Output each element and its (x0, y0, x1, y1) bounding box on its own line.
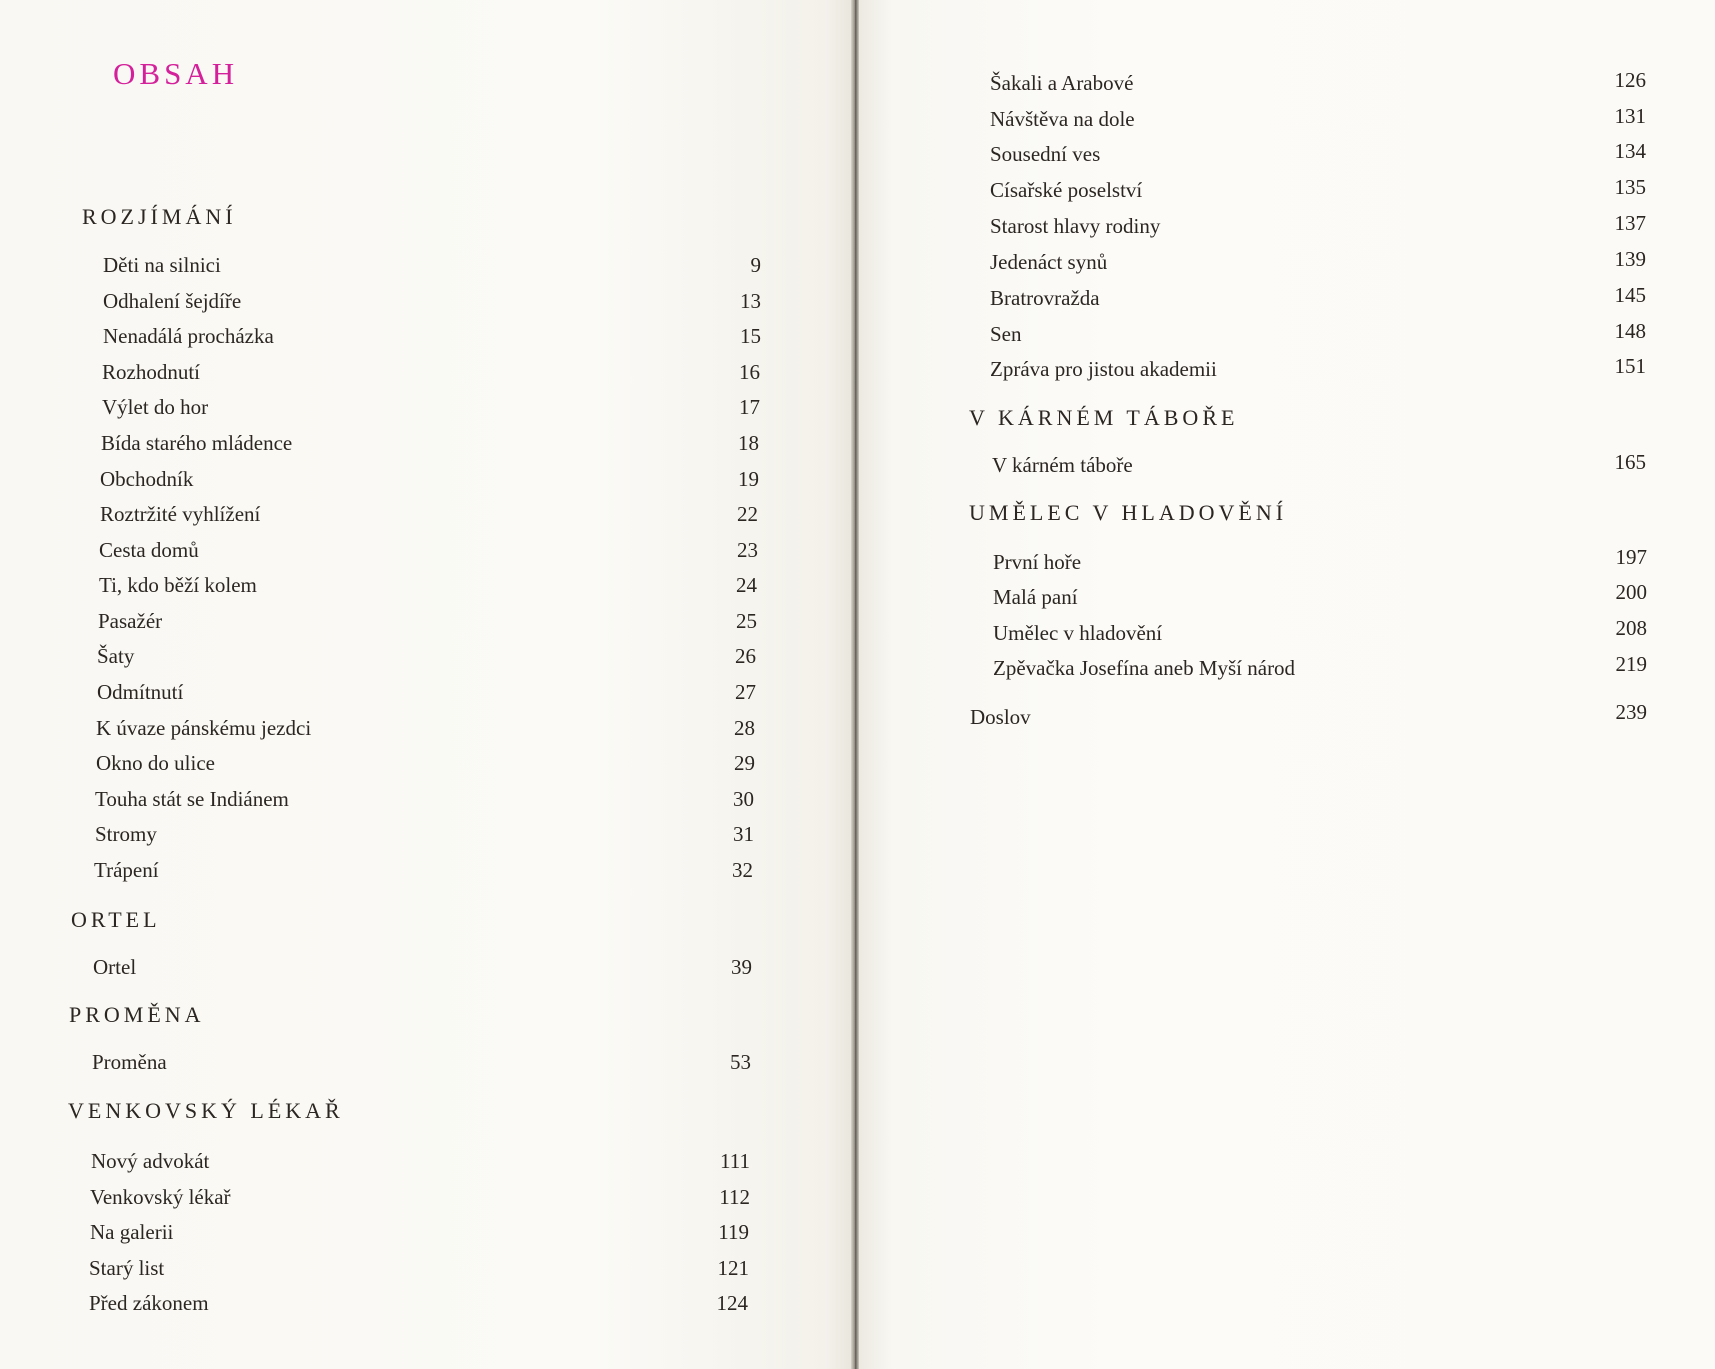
toc-page-number: 16 (739, 360, 760, 384)
toc-page-number: 135 (1614, 175, 1646, 199)
section-heading-rozjimani: ROZJÍMÁNÍ (82, 204, 237, 229)
toc-entry: Umělec v hladovění (993, 621, 1163, 645)
toc-page-number: 134 (1614, 139, 1646, 163)
toc-page-number: 219 (1615, 652, 1647, 676)
toc-entry: Sousední ves (990, 142, 1101, 166)
toc-page-number: 30 (733, 787, 754, 811)
toc-entry: K úvaze pánskému jezdci (96, 716, 312, 740)
toc-page-number: 29 (734, 751, 755, 775)
toc-page-number: 31 (733, 822, 754, 846)
contents-title: OBSAH (113, 56, 239, 91)
toc-page-number: 9 (750, 253, 761, 277)
toc-entry: Trápení (94, 858, 159, 882)
toc-entry: Císařské poselství (990, 178, 1143, 202)
toc-page-number: 148 (1614, 319, 1646, 343)
toc-page-number: 24 (736, 573, 757, 597)
section-heading-umelec-v-hladoveni: UMĚLEC V HLADOVĚNÍ (969, 500, 1288, 525)
toc-entry: Nenadálá procházka (103, 324, 274, 348)
toc-entry: Návštěva na dole (990, 107, 1135, 131)
toc-page-number: 239 (1615, 700, 1647, 724)
toc-entry: Jedenáct synů (990, 250, 1108, 274)
section-heading-promena: PROMĚNA (69, 1002, 205, 1027)
toc-entry: Výlet do hor (102, 395, 209, 419)
toc-entry: Bratrovražda (990, 286, 1100, 310)
toc-entry: Starost hlavy rodiny (990, 214, 1161, 238)
toc-entry: Starý list (89, 1256, 165, 1280)
toc-page-number: 119 (718, 1220, 749, 1244)
toc-page-number: 23 (737, 538, 758, 562)
toc-entry: Obchodník (100, 467, 194, 491)
toc-page-number: 28 (734, 716, 755, 740)
toc-entry: Cesta domů (99, 538, 199, 562)
toc-page-number: 121 (717, 1256, 749, 1280)
toc-entry: Rozhodnutí (102, 360, 200, 384)
toc-entry: Na galerii (90, 1220, 174, 1244)
toc-entry: Venkovský lékař (90, 1185, 231, 1209)
toc-entry: Bída starého mládence (101, 431, 293, 455)
right-page (858, 0, 1715, 1369)
toc-entry: Šakali a Arabové (990, 71, 1134, 95)
book-spine (851, 0, 859, 1369)
toc-page-number: 165 (1614, 450, 1646, 474)
toc-page-number: 15 (740, 324, 761, 348)
toc-entry: Sen (990, 322, 1022, 346)
toc-entry: Děti na silnici (103, 253, 221, 277)
toc-page-number: 111 (720, 1149, 750, 1173)
toc-page-number: 151 (1614, 354, 1646, 378)
toc-entry-afterword: Doslov (970, 705, 1031, 729)
toc-entry: Zpěvačka Josefína aneb Myší národ (993, 656, 1296, 680)
toc-entry: Odhalení šejdíře (103, 289, 242, 313)
toc-page-number: 25 (736, 609, 757, 633)
toc-page-number: 126 (1614, 68, 1646, 92)
toc-entry: Stromy (95, 822, 157, 846)
toc-page-number: 139 (1614, 247, 1646, 271)
toc-entry: Pasažér (98, 609, 163, 633)
toc-page-number: 17 (739, 395, 760, 419)
toc-entry: Roztržité vyhlížení (100, 502, 261, 526)
toc-page-number: 19 (738, 467, 759, 491)
toc-entry: Před zákonem (89, 1291, 209, 1315)
toc-page-number: 124 (716, 1291, 748, 1315)
toc-entry: Touha stát se Indiánem (95, 787, 289, 811)
section-heading-venkovsky-lekar: VENKOVSKÝ LÉKAŘ (68, 1098, 344, 1123)
section-heading-v-karnem-tabore: V KÁRNÉM TÁBOŘE (969, 405, 1239, 430)
toc-page-number: 32 (732, 858, 753, 882)
toc-page-number: 13 (740, 289, 761, 313)
toc-entry: V kárném táboře (992, 453, 1133, 477)
toc-page-number: 18 (738, 431, 759, 455)
toc-page-number: 27 (735, 680, 756, 704)
toc-page-number: 200 (1615, 580, 1647, 604)
toc-entry: Malá paní (993, 585, 1078, 609)
toc-page-number: 22 (737, 502, 758, 526)
toc-page-number: 112 (719, 1185, 750, 1209)
toc-entry: První hoře (993, 550, 1082, 574)
toc-page-number: 26 (735, 644, 756, 668)
toc-entry: Ti, kdo běží kolem (99, 573, 257, 597)
toc-page-number: 137 (1614, 211, 1646, 235)
toc-entry: Šaty (97, 644, 135, 668)
section-heading-ortel: ORTEL (71, 907, 161, 932)
toc-entry: Odmítnutí (97, 680, 184, 704)
toc-entry: Zpráva pro jistou akademii (990, 357, 1217, 381)
toc-entry: Nový advokát (91, 1149, 210, 1173)
toc-page-number: 39 (731, 955, 752, 979)
toc-page-number: 131 (1614, 104, 1646, 128)
toc-entry: Ortel (93, 955, 137, 979)
toc-page-number: 145 (1614, 283, 1646, 307)
toc-entry: Okno do ulice (96, 751, 215, 775)
toc-page-number: 197 (1615, 545, 1647, 569)
toc-page-number: 53 (730, 1050, 751, 1074)
toc-entry: Proměna (92, 1050, 167, 1074)
toc-page-number: 208 (1615, 616, 1647, 640)
